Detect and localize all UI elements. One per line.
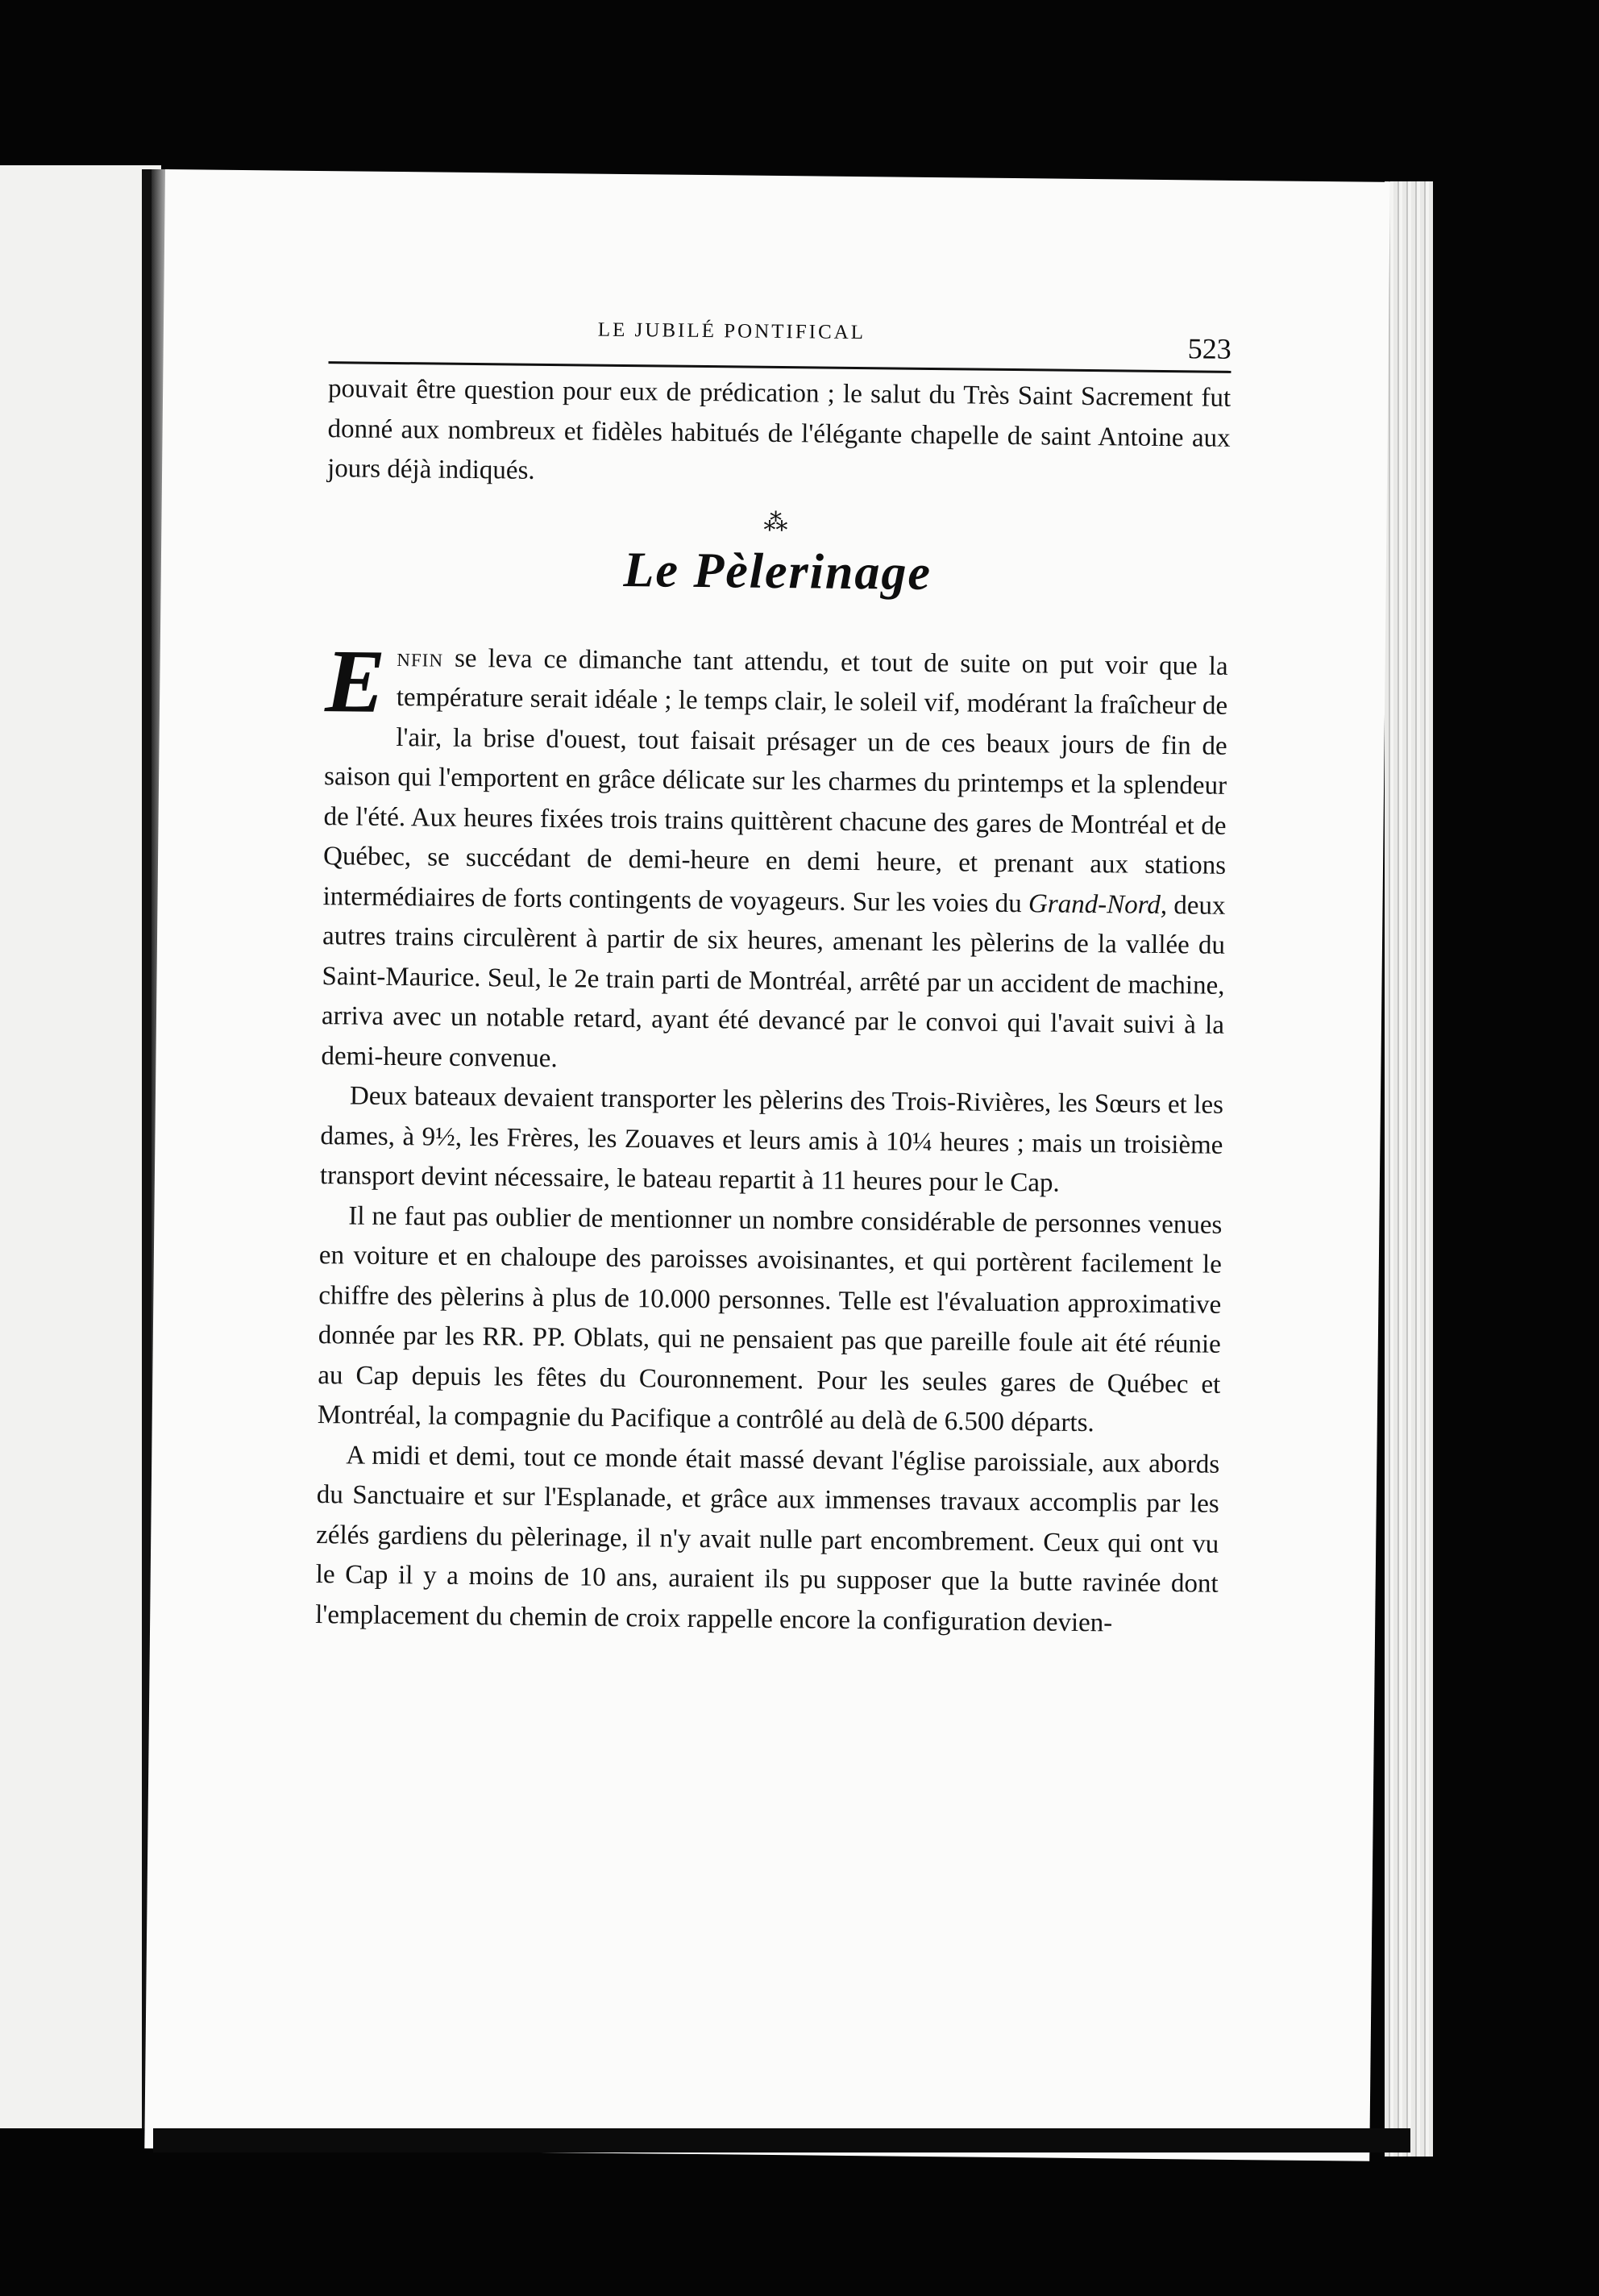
paragraph-1 — [321, 630, 1228, 1086]
bottom-shadow — [153, 2128, 1410, 2152]
paragraph-3: Il ne faut pas oublier de mentionner un nombre considérable de personnes venues en voiture et en chaloupe des paroisses avoisinantes, et qui portèrent facilement le chiffre des pèlerins à plus de 10.000 personnes. Telle est l'évaluation approximative donnée par les RR. PP. Oblats, qui ne pensaient pas que pareille foule ait été réunie au Cap depuis les fêtes du Couronnement. Pour les seules gares de Québec et Montréal, la compagnie du Pacifique a contrôlé au delà de 6.500 départs. — [317, 1200, 1223, 1438]
paragraph-2: Deux bateaux devaient transporter les pèlerins des Trois-Rivières, les Sœurs et les dames, à 9½, les Frères, les Zouaves et leurs amis à 10¼ heures ; mais un troisième transport devint nécessaire, le bateau repartit à 11 heures pour le Cap. — [319, 1081, 1224, 1198]
paragraph-1-text-a: se leva ce dimanche tant attendu, et tout de suite on put voir que la température serait idéale ; le temps clair, le soleil vif, modérant la fraîcheur de l'air, la brise d'ouest, tout faisait présager un de ces beaux jours de fin de saison qui l'emportent en grâce délicate sur les charmes du printemps et la splendeur de l'été. Aux heures fixées trois trains quittèrent chacune des gares de Montréal et de Québec, se succédant de demi-heure en demi heure, et prenant aux stations intermédiaires de forts contingents de voyageurs. Sur les voies du — [322, 643, 1228, 918]
paragraph-1-text-b: deux autres trains circulèrent à partir de six heures, amenant les pèlerins de la vallée du Saint-Maurice. Seul, le 2e train parti de Montréal, arrêté par un accident de machine, arriva avec un notable retard, ayant été devancé par le convoi qui l'avait suivi à la demi-heure convenue. — [321, 890, 1226, 1073]
section-title: Le Pèlerinage — [623, 542, 932, 601]
drop-cap: E — [324, 630, 386, 732]
intro-paragraph: pouvait être question pour eux de prédication ; le salut du Très Saint Sacrement fut donné aux nombreux et fidèles habitués de l'élégante chapelle de saint Antoine aux jours déjà indiqués. — [326, 374, 1231, 485]
page-stack-edges — [1385, 181, 1433, 2157]
paragraph-4: A midi et demi, tout ce monde était massé devant l'église paroissiale, aux abords du Sanctuaire et sur l'Esplanade, et grâce aux immenses travaux accomplis par les zélés gardiens du pèlerinage, il n'y avait nulle part encombrement. Ceux qui ont vu le Cap il y a moins de 10 ans, auraient ils pu supposer que la butte ravinée dont l'emplacement du chemin de croix rappelle encore la configuration devien- — [315, 1440, 1220, 1637]
paragraph-1-railway-name: Grand-Nord, — [1028, 888, 1168, 920]
section-ornament: ⁂ — [763, 509, 793, 536]
book-page — [144, 169, 1390, 2161]
running-title: LE JUBILÉ PONTIFICAL — [597, 318, 866, 344]
running-head — [328, 308, 1231, 374]
facing-page — [0, 165, 161, 2128]
page-text-block — [315, 308, 1231, 1645]
page-number: 523 — [1187, 332, 1231, 365]
paragraph-1-opening: nfin — [397, 643, 444, 673]
